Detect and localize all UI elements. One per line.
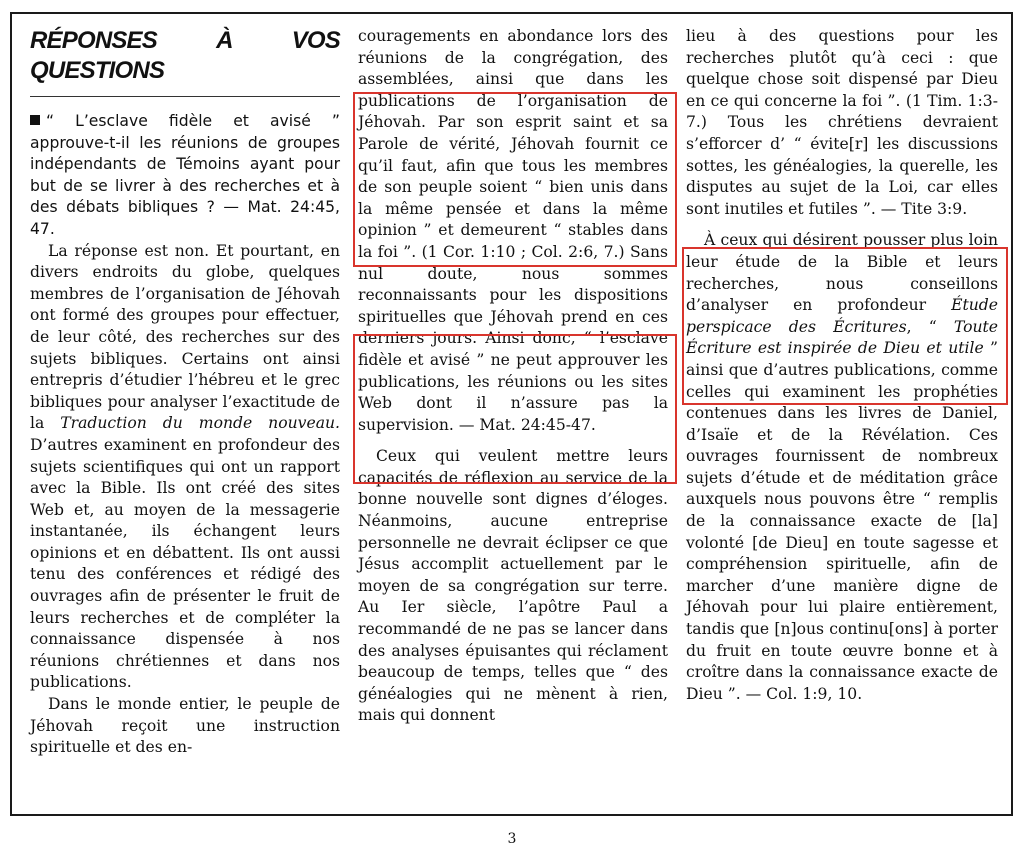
column-2-paragraph-2: Ceux qui veulent mettre leurs capacités de réflexion au service de la bonne nouvelle sont dignes d’éloges. Néanmoins, aucune entreprise personnelle ne devrait éclipser ce que Jésus accomplit actuellement par le moyen de sa congrégation sur terre. Au Ier siècle, l’apôtre Paul a recommandé de ne pas se lancer dans des analyses épuisantes qui réclament beaucoup de temps, telles que “ des généalogies qui ne mènent à rien, mais qui donnent	[358, 447, 668, 725]
highlight-box-publications	[353, 92, 677, 267]
page-number: 3	[507, 831, 517, 847]
question-marker-icon	[30, 115, 40, 125]
highlighted-passage-2: tuelles que Jéhovah prend en ces derniers jours. Ainsi donc, “ l’esclave fidèle et avisé ” ne peut approuver les publications, les réunions ou les sites Web dont il n’assure pas la supervision. — Mat. 24:45-47.	[358, 307, 668, 434]
heading-rule	[30, 96, 340, 97]
column-3-paragraph-2: À ceux qui désirent pousser plus loin leur étude de la Bible et leurs recherches, nous conseillons d’analyser en profondeur Étude perspicace des Écritures, “ Toute Écriture est inspirée de Dieu et utile ” ainsi que d’autres publications, comme celles qui examinent les prophéties contenues dans les livres de Daniel, d’Isaïe et de la Révélation. Ces ouvrages fournissent de nombreux sujets d’étude et de méditation grâce auxquels nous pouvons être “ remplis de la connaissance exacte de [la] volonté [de Dieu] en toute sagesse et compréhension spirituelle, afin de marcher d’une manière digne de Jéhovah pour lui plaire entièrement, tandis que [n]ous continu[ons] à porter du fruit en toute œuvre bonne et à croître dans la connaissance exacte de Dieu ”. — Col. 1:9, 10.	[686, 231, 998, 703]
highlight-box-recommended-study	[682, 247, 1008, 405]
column-2-paragraph-1: couragements en abondance lors des réunions de la congrégation, des assemblées, ainsi que dans les publications de l’organisation de Jéhovah. Par son esprit saint et sa Parole de vérité, Jéhovah fournit ce qu’il faut, afin que tous les membres de son peuple soient “ bien unis dans la même pensée et dans la même opinion ” et demeurent “ stables dans la foi ”. (1 Cor. 1:10 ; Col. 2:6, 7.) Sans nul doute, nous sommes reconnaissants pour les dispositions spirituelles que Jéhovah prend en ces derniers jours. Ainsi donc, “ l’esclave fidèle et avisé ” ne peut approuver les publications, les réunions ou les sites Web dont il n’assure pas la supervision. — Mat. 24:45-47.	[358, 27, 668, 434]
column-1	[30, 26, 340, 759]
question-paragraph: “ L’esclave fidèle et avisé ” approuve-t-il les réunions de groupes indépendants de Témoins ayant pour but de se livrer à des recherches et à des débats bibliques ? — Mat. 24:45, 47.	[30, 112, 340, 238]
highlight-box-supervision	[353, 334, 677, 484]
column-3-paragraph-1: lieu à des questions pour les recherches plutôt qu’à ceci : que quelque chose soit dispensé par Dieu en ce qui concerne la foi ”. (1 Tim. 1:3-7.) Tous les chrétiens devraient s’efforcer d’ “ évite[r] les discussions sottes, les généalogies, la querelle, les disputes au sujet de la Loi, car elles sont inutiles et futiles ”. — Tite 3:9.	[686, 27, 998, 218]
highlighted-passage-1: les publications de l’organisation de Jéhovah. Par son esprit saint et sa Parole de vérité, Jéhovah fournit ce qu’il faut, afin que tous les membres de son peuple soient “ bien unis dans la même pensée et dans la même opinion ” et demeurent “ stables dans la foi ”.	[358, 70, 668, 261]
answer-paragraph-1: La réponse est non. Et pourtant, en divers endroits du globe, quelques membres de l’organisation de Jéhovah ont formé des groupes pour effectuer, de leur côté, des recherches sur des sujets bibliques. Certains ont ainsi entrepris d’étudier l’hébreu et le grec bibliques pour analyser l’exactitude de la Traduction du monde nouveau. D’autres examinent en profondeur des sujets scientifiques qui ont un rapport avec la Bible. Ils ont créé des sites Web et, au moyen de la messagerie instantanée, ils échangent leurs opinions et en débattent. Ils ont aussi tenu des conférences et rédigé des ouvrages afin de présenter le fruit de leurs recherches et de compléter la connaissance dispensée à nos réunions chrétiennes et dans nos publications.	[30, 241, 340, 692]
answer-paragraph-2: Dans le monde entier, le peuple de Jéhovah reçoit une instruction spirituelle et des en-	[30, 695, 340, 757]
article-heading: RÉPONSES À VOS QUESTIONS	[30, 27, 340, 84]
